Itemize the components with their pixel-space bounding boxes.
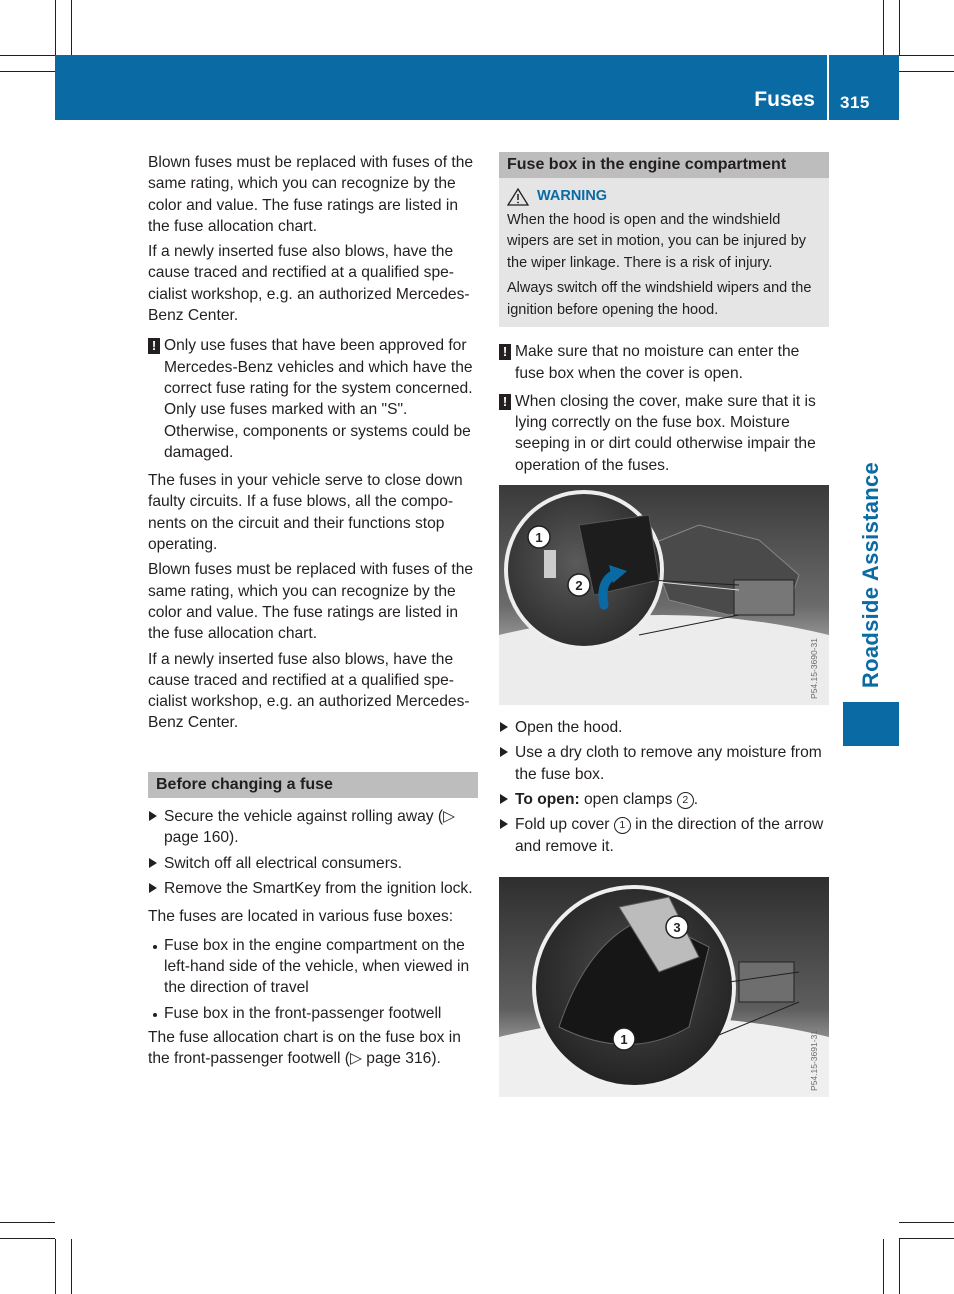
- warning-triangle-icon: [507, 188, 529, 206]
- triangle-arrow-icon: [500, 794, 508, 804]
- engine-fuse-box-photo-2: [499, 877, 829, 1097]
- bullet-text: Fuse box in the front-passenger footwell: [164, 1005, 442, 1023]
- crop-mark: [899, 1238, 954, 1239]
- exclamation-icon: !: [499, 344, 511, 360]
- note-text: When closing the cover, make sure that it is lying correctly on the fuse box. Moisture seeping in or dirt could otherwise impair the operation of the fuses.: [515, 392, 816, 474]
- paragraph: Blown fuses must be replaced with fuses of the same rating, which you can recognize by the color and value. The fuse ratings are listed in the fuse allocation chart.: [148, 561, 474, 643]
- figure-code: P54.15-3690-31: [808, 638, 819, 700]
- callout-1: [613, 1028, 635, 1050]
- section-heading: Before changing a fuse: [148, 772, 478, 798]
- callout-2: [568, 574, 590, 596]
- step-text: Secure the vehicle against rolling away (▷ page 160).: [164, 808, 456, 847]
- bullet-item: [148, 935, 478, 999]
- svg-text:2: 2: [575, 578, 583, 594]
- bullet-dot: [153, 945, 157, 949]
- step-text: Remove the SmartKey from the ignition lock.: [164, 879, 473, 897]
- bullet-item: [148, 1003, 478, 1024]
- section-heading: Fuse box in the engine compartment: [499, 152, 829, 178]
- svg-text:3: 3: [673, 919, 681, 935]
- paragraph: If a newly inserted fuse also blows, have the cause traced and rectified at a qualified spe-cialist workshop, e.g. an authorized Mercedes-Benz Center.: [148, 650, 470, 732]
- crop-mark: [71, 1239, 72, 1294]
- engine-fuse-box-photo-1: [499, 485, 829, 705]
- engine-compartment-illustration: [499, 485, 829, 705]
- step-text: Switch off all electrical consumers.: [164, 854, 403, 872]
- triangle-arrow-icon: [500, 722, 508, 732]
- step-text: open clamps: [579, 790, 677, 808]
- crop-mark: [883, 1239, 884, 1294]
- step-text: Use a dry cloth to remove any moisture from the fuse box.: [515, 744, 822, 783]
- step-label: To open:: [515, 790, 580, 808]
- exclamation-icon: !: [148, 338, 160, 354]
- crop-mark: [0, 1222, 55, 1223]
- crop-mark: [0, 71, 55, 72]
- right-column: [499, 152, 829, 1097]
- warning-header: [507, 186, 821, 208]
- step-item: [148, 806, 478, 849]
- note-text: Only use fuses that have been approved for Mercedes-Benz vehicles and which have the correct fuse rating for the system concerned. Only use fuses marked with an "S". Otherwise, components or systems could be damaged.: [164, 337, 473, 461]
- crop-mark: [71, 0, 72, 55]
- warning-text: When the hood is open and the windshield wipers are set in motion, you can be injured by the wiper linkage. There is a risk of injury.: [507, 211, 807, 271]
- callout-ref: 2: [677, 792, 694, 809]
- warning-box: [499, 178, 829, 327]
- step-item: [499, 789, 829, 810]
- bullet-dot: [153, 1013, 157, 1017]
- triangle-arrow-icon: [149, 883, 157, 893]
- note: [148, 335, 478, 463]
- chapter-tab-marker: [843, 702, 899, 746]
- bullet-text: Fuse box in the engine compartment on the left-hand side of the vehicle, when viewed in the direction of travel: [164, 936, 470, 997]
- paragraph: Blown fuses must be replaced with fuses of the same rating, which you can recognize by the color and value. The fuse ratings are listed in the fuse allocation chart.: [148, 154, 474, 235]
- chapter-tab-label: Roadside Assistance: [858, 461, 883, 689]
- svg-text:1: 1: [535, 530, 543, 546]
- step-item: [499, 717, 829, 738]
- exclamation-icon: !: [499, 394, 511, 410]
- crop-mark: [55, 1239, 56, 1294]
- callout-3: [666, 916, 688, 938]
- step-item: [499, 742, 829, 785]
- step-item: [148, 878, 478, 899]
- step-item: [148, 853, 478, 874]
- step-text: Open the hood.: [515, 719, 623, 737]
- page-number: 315: [840, 93, 870, 112]
- engine-compartment-cover-illustration: [499, 877, 829, 1097]
- note-text: Make sure that no moisture can enter the fuse box when the cover is open.: [515, 343, 800, 382]
- step-text: in the direction of the arrow and remove it.: [515, 816, 824, 855]
- triangle-arrow-icon: [500, 819, 508, 829]
- crop-mark: [883, 0, 884, 55]
- paragraph: The fuses in your vehicle serve to close down faulty circuits. If a fuse blows, all the compo-nents on the circuit and their functions stop operating.: [148, 472, 463, 554]
- warning-title: WARNING: [537, 188, 608, 205]
- warning-text: Always switch off the windshield wipers and the ignition before opening the hood.: [507, 280, 812, 318]
- header-divider: [827, 55, 829, 120]
- triangle-arrow-icon: [500, 747, 508, 757]
- figure-code: P54.15-3691-31: [808, 1029, 819, 1091]
- paragraph: The fuses are located in various fuse boxes:: [148, 908, 454, 926]
- page-title: Fuses: [754, 88, 815, 111]
- callout-1: [528, 526, 550, 548]
- step-item: [499, 814, 829, 857]
- svg-text:1: 1: [620, 1031, 628, 1047]
- crop-mark: [899, 55, 954, 56]
- triangle-arrow-icon: [149, 811, 157, 821]
- note: [499, 391, 829, 476]
- crop-mark: [55, 0, 56, 55]
- crop-mark: [899, 0, 900, 55]
- crop-mark: [899, 1222, 954, 1223]
- triangle-arrow-icon: [149, 858, 157, 868]
- callout-ref: 1: [614, 817, 631, 834]
- step-text: Fold up cover: [515, 816, 614, 834]
- paragraph: The fuse allocation chart is on the fuse box in the front-passenger footwell (▷ page 316).: [148, 1028, 461, 1067]
- step-text: .: [693, 790, 699, 808]
- crop-mark: [899, 71, 954, 72]
- note: [499, 341, 829, 384]
- left-column: [148, 152, 478, 1073]
- crop-mark: [0, 55, 55, 56]
- paragraph: If a newly inserted fuse also blows, have the cause traced and rectified at a qualified spe-cialist workshop, e.g. an authorized Mercedes-Benz Center.: [148, 243, 470, 325]
- crop-mark: [0, 1238, 55, 1239]
- crop-mark: [899, 1239, 900, 1294]
